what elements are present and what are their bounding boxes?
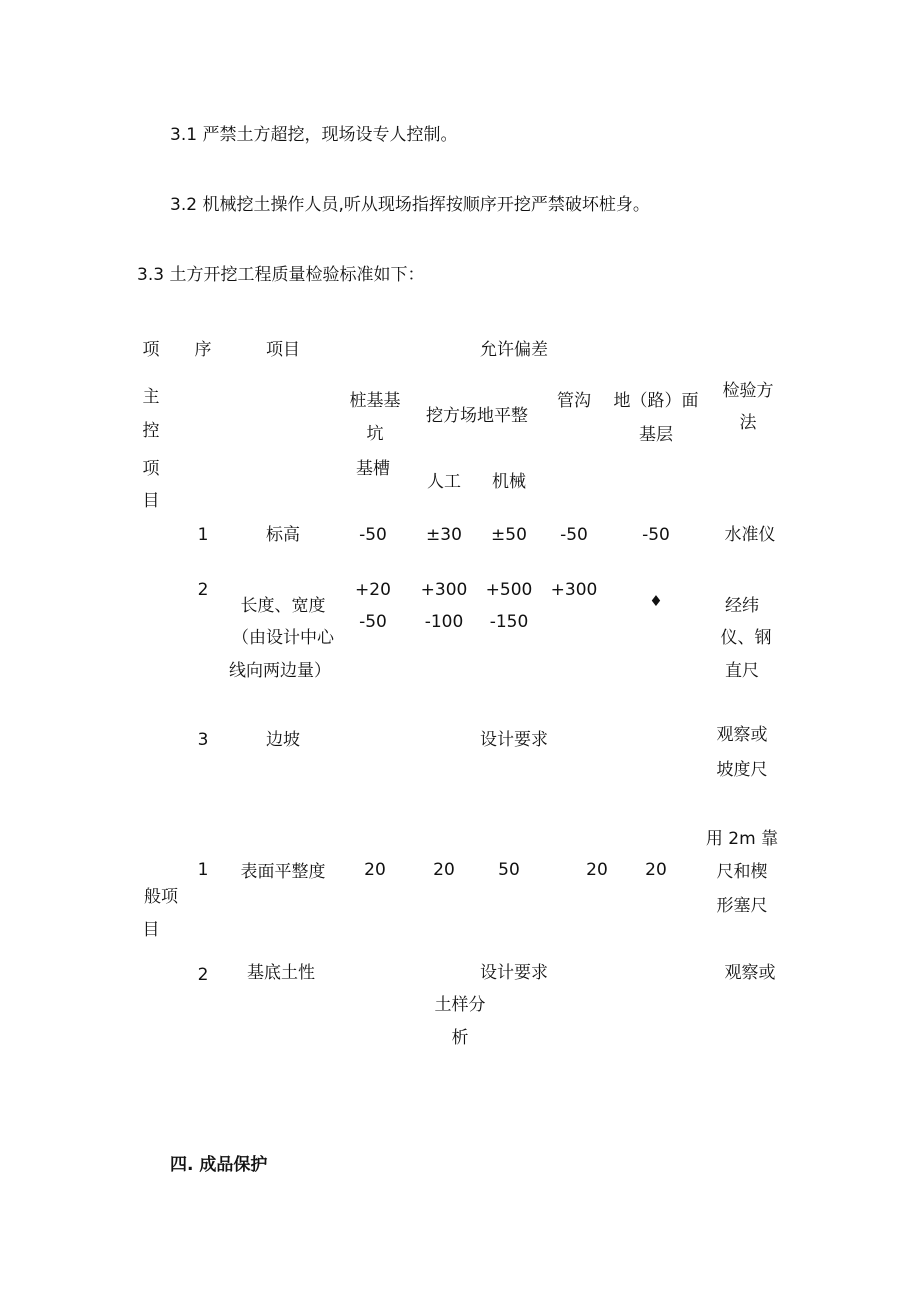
main-group-3: 项 [142,459,160,479]
general2-method-l1: 观察或 [724,963,776,983]
header-method-l1: 检验方 [722,381,774,401]
paragraph-3-1: 3.1 严禁土方超挖，现场设专人控制。 [170,125,458,145]
row1-trench: -50 [560,525,588,545]
main-group-4: 目 [142,491,160,511]
row2-name-l3: 线向两边量） [229,661,331,681]
row2-manual-l2: -100 [424,612,464,632]
general1-method-l3: 形塞尺 [716,896,768,916]
header-pile-pit-l1: 桩基基 [349,391,401,411]
paragraph-3-3: 3.3 土方开挖工程质量检验标准如下： [137,265,425,285]
row1-ground: -50 [642,525,670,545]
general1-method-l2: 尺和楔 [716,862,768,882]
general1-manual: 20 [433,860,455,880]
general1-seq: 1 [197,860,209,880]
row2-method-l2: 仪、钢 [720,628,772,648]
header-pile-pit-l3: 基槽 [356,459,390,479]
general1-pile: 20 [364,860,386,880]
row3-method-l1: 观察或 [716,725,768,745]
general1-trench: 20 [586,860,608,880]
general-group-2: 目 [142,920,160,940]
general2-extra-l1: 土样分 [434,995,486,1015]
header-machine: 机械 [492,472,526,492]
header-manual: 人工 [427,472,461,492]
main-group-2: 控 [142,421,160,441]
row1-method: 水准仪 [724,525,776,545]
header-item: 项 [142,340,160,360]
row2-method-l1: 经纬 [725,596,759,616]
row3-name: 边坡 [266,730,300,750]
row2-ground-diamond-icon: ♦ [649,592,663,610]
general2-extra-l2: 析 [451,1028,469,1048]
row1-machine: ±50 [491,525,527,545]
row3-seq: 3 [197,730,209,750]
row2-pile-l2: -50 [359,612,387,632]
row2-pile-l1: +20 [355,580,391,600]
row1-manual: ±30 [426,525,462,545]
row1-pile: -50 [359,525,387,545]
row2-name-l1: 长度、宽度 [240,596,326,616]
general2-requirement: 设计要求 [480,963,548,983]
header-seq: 序 [194,340,212,360]
general1-machine: 50 [498,860,520,880]
row3-requirement: 设计要求 [480,730,548,750]
row1-name: 标高 [266,525,300,545]
main-group-1: 主 [142,387,160,407]
general-group-1: 般项 [144,887,178,907]
row3-method-l2: 坡度尺 [716,760,768,780]
header-name: 项目 [266,340,300,360]
section-heading: 四. 成品保护 [170,1155,268,1175]
row2-trench: +300 [550,580,598,600]
row2-machine-l1: +500 [485,580,533,600]
header-method-l2: 法 [739,413,757,433]
general2-name: 基底土性 [247,963,315,983]
header-excavation-site: 挖方场地平整 [426,406,528,426]
general1-ground: 20 [645,860,667,880]
row2-name-l2: （由设计中心 [232,628,334,648]
header-ground-l1: 地（路）面 [613,391,699,411]
row2-manual-l1: +300 [420,580,468,600]
row2-machine-l2: -150 [489,612,529,632]
row2-method-l3: 直尺 [725,661,759,681]
header-pile-pit-l2: 坑 [366,424,384,444]
paragraph-3-2: 3.2 机械挖土操作人员,听从现场指挥按顺序开挖严禁破坏桩身。 [170,195,650,215]
header-allowed-deviation: 允许偏差 [480,340,548,360]
header-ground-l2: 基层 [639,425,673,445]
general1-method-l1: 用 2m 靠 [705,829,779,849]
row1-seq: 1 [197,525,209,545]
general1-name: 表面平整度 [240,862,326,882]
row2-seq: 2 [197,580,209,600]
general2-seq: 2 [197,965,209,985]
header-trench: 管沟 [557,391,591,411]
